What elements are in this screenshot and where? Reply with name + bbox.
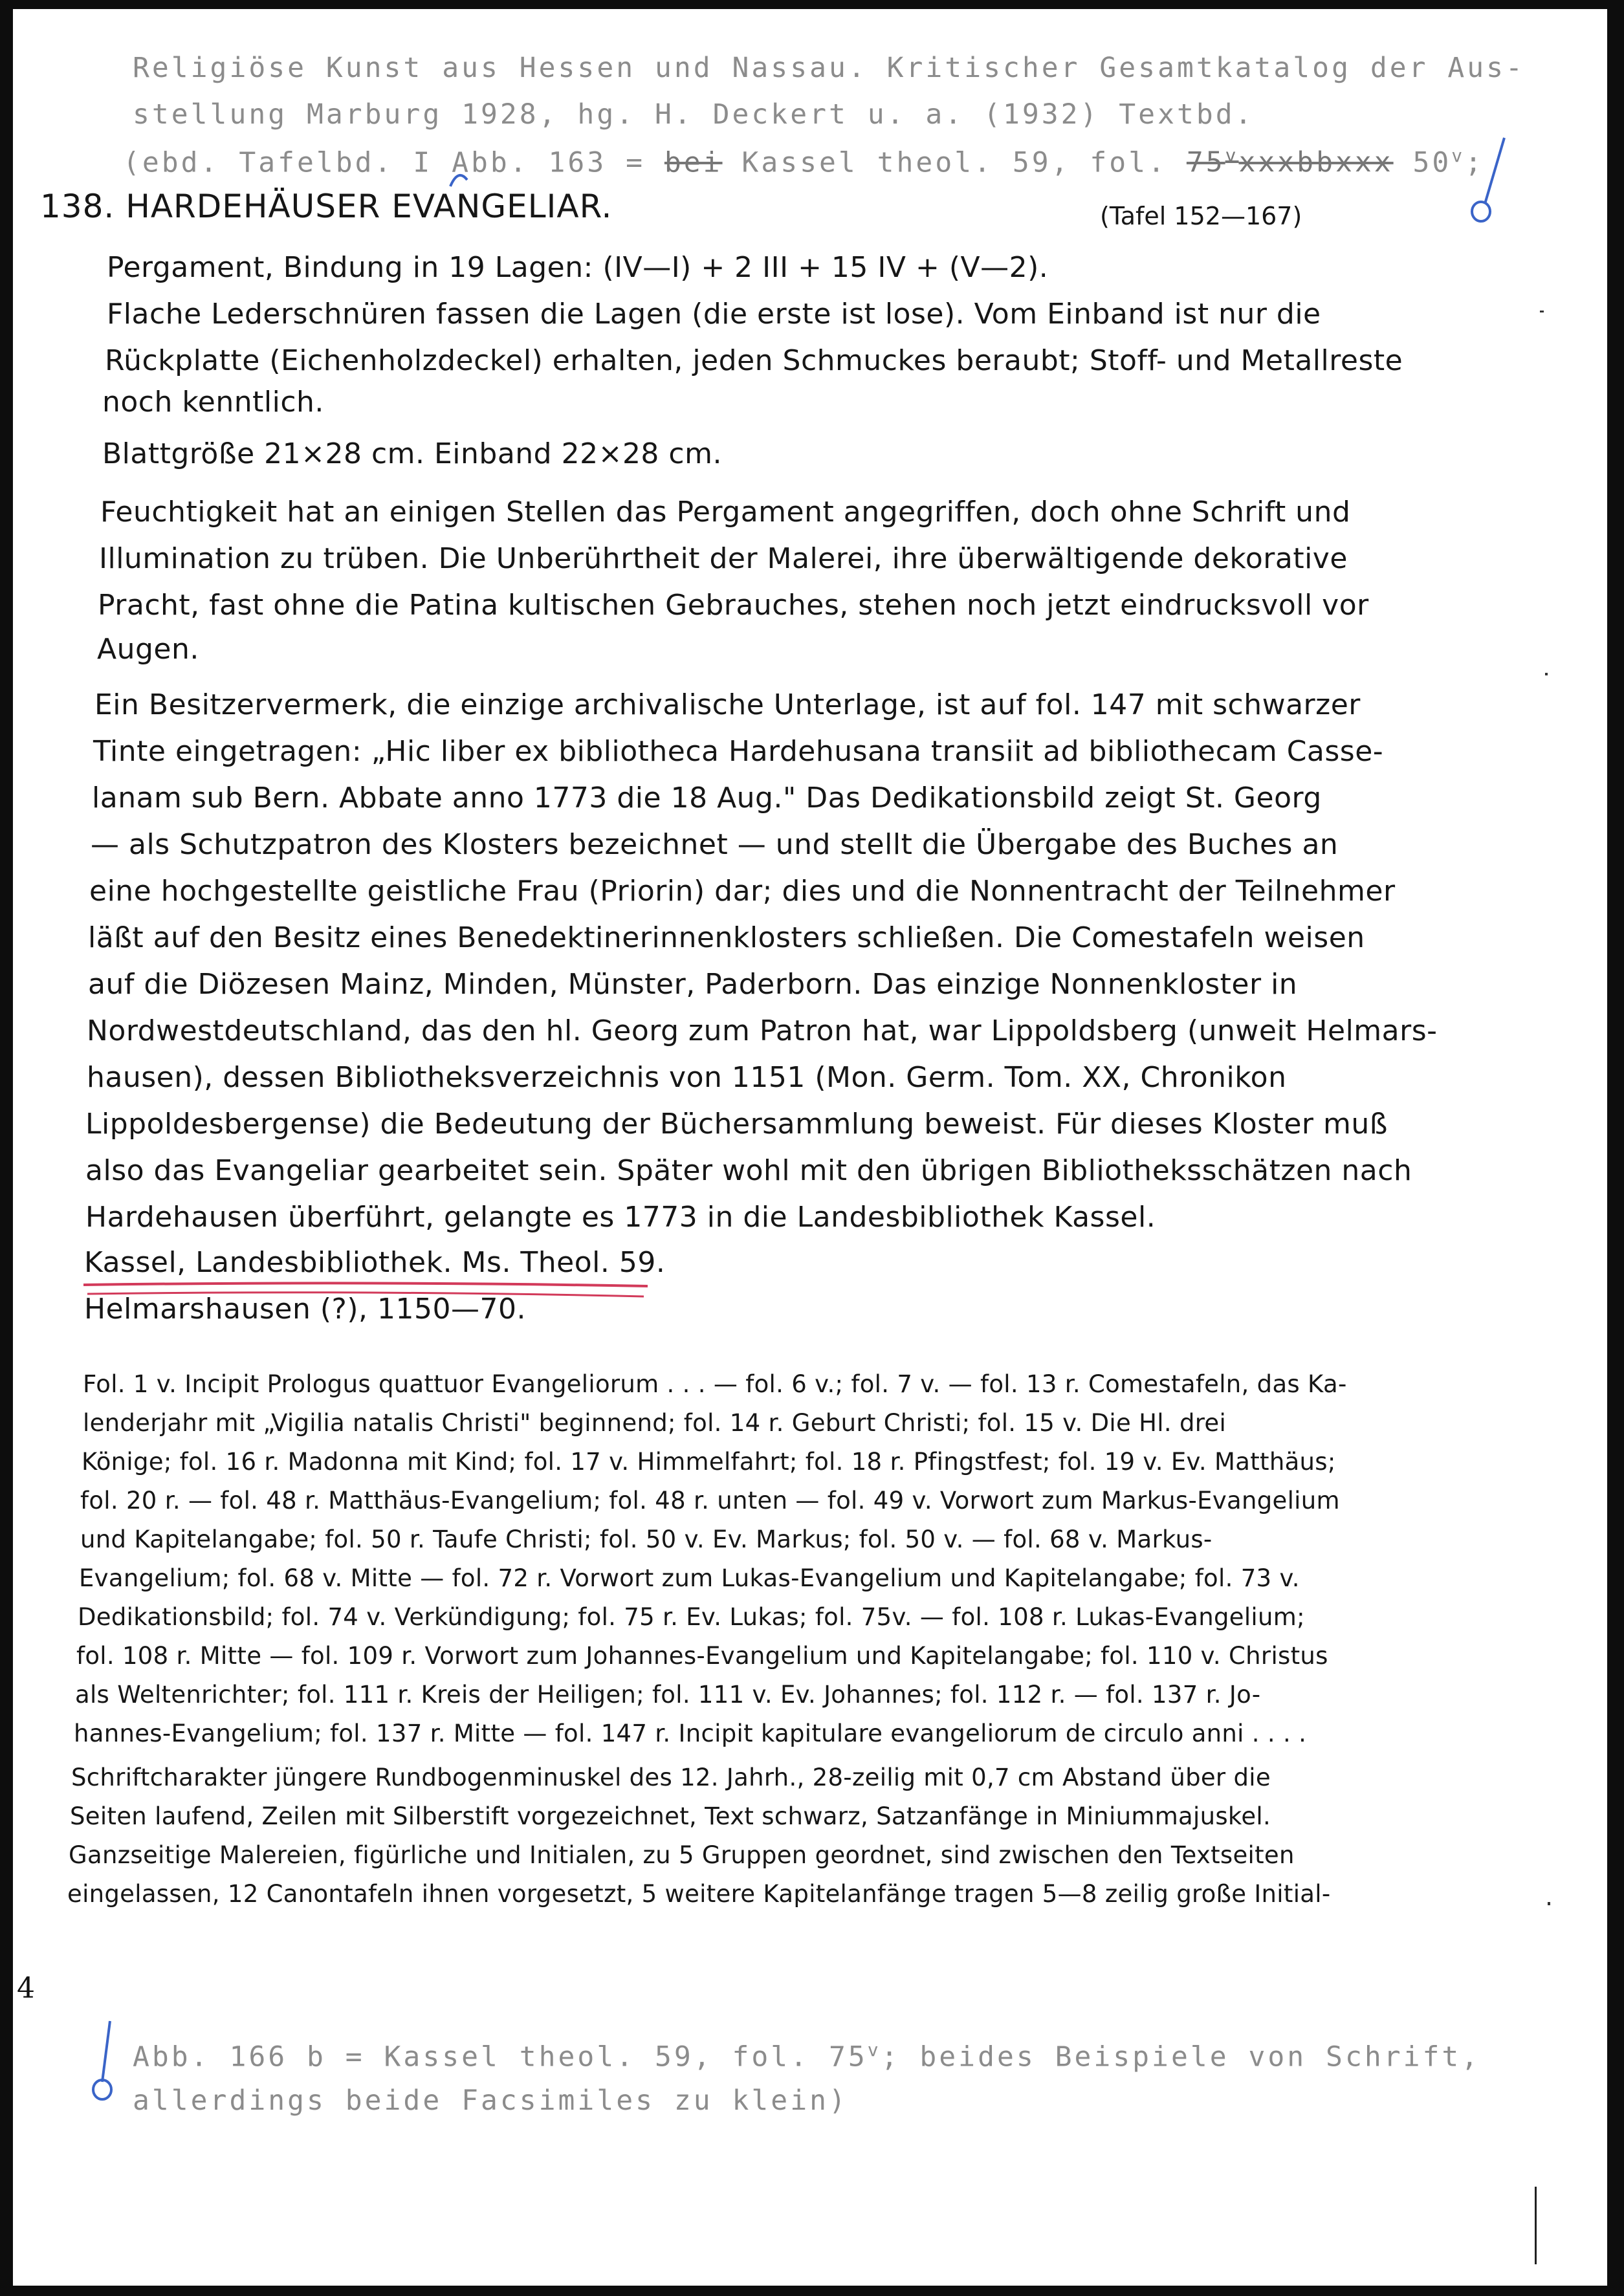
typed-note-line-3: (ebd. Tafelbd. I Abb. 163 = bei Kassel theol. 59, fol. 75$^v$xxxbbxxx 50$^v$;	[123, 145, 1485, 179]
folio-line: fol. 108 r. Mitte — fol. 109 r. Vorwort zum Johannes-Evangelium und Kapitelangabe; fol. 110 v. Christus	[76, 1642, 1328, 1670]
red-underline	[81, 1280, 650, 1306]
scan-speck	[1548, 1902, 1550, 1905]
provenance-date-line: Helmarshausen (?), 1150—70.	[84, 1293, 526, 1326]
folio-line: hannes-Evangelium; fol. 137 r. Mitte — fol. 147 r. Incipit kapitulare evangeliorum de circulo anni . . . .	[74, 1720, 1307, 1747]
catalog-entry-heading: 138. HARDEHÄUSER EVANGELIAR.	[40, 188, 613, 225]
script-description-line: Schriftcharakter jüngere Rundbogenminuskel des 12. Jahrh., 28-zeilig mit 0,7 cm Abstand über die	[71, 1764, 1271, 1791]
typed-note-bottom-line-2: allerdings beide Facsimiles zu klein)	[133, 2084, 848, 2117]
description-line: Pracht, fast ohne die Patina kultischen Gebrauches, stehen noch jetzt eindrucksvoll vor	[98, 589, 1369, 622]
script-description-line: Ganzseitige Malereien, figürliche und Initialen, zu 5 Gruppen geordnet, sind zwischen den Textseiten	[69, 1841, 1295, 1869]
description-line: Pergament, Bindung in 19 Lagen: (IV—I) + 2 III + 15 IV + (V—2).	[107, 251, 1049, 284]
description-line: Flache Lederschnüren fassen die Lagen (die erste ist lose). Vom Einband ist nur die	[107, 298, 1321, 331]
description-line: Hardehausen überführt, gelangte es 1773 in die Landesbibliothek Kassel.	[85, 1201, 1156, 1234]
description-line: — als Schutzpatron des Klosters bezeichnet — und stellt die Übergabe des Buches an	[91, 828, 1339, 861]
library-signature-line: Kassel, Landesbibliothek. Ms. Theol. 59.	[84, 1246, 666, 1279]
description-line: läßt auf den Besitz eines Benedektinerinnenklosters schließen. Die Comestafeln weisen	[88, 921, 1365, 954]
folio-line: Dedikationsbild; fol. 74 v. Verkündigung; fol. 75 r. Ev. Lukas; fol. 75v. — fol. 108 r. Lukas-Evangelium;	[78, 1603, 1305, 1631]
description-line: Illumination zu trüben. Die Unberührtheit der Malerei, ihre überwältigende dekorative	[99, 542, 1348, 575]
description-line: Augen.	[97, 633, 199, 666]
description-line: Feuchtigkeit hat an einigen Stellen das Pergament angegriffen, doch ohne Schrift und	[100, 496, 1351, 529]
folio-line: lenderjahr mit „Vigilia natalis Christi" beginnend; fol. 14 r. Geburt Christi; fol. 15 v. Die Hl. drei	[83, 1409, 1227, 1437]
description-line: Blattgröße 21×28 cm. Einband 22×28 cm.	[102, 437, 722, 470]
typed-note-bottom-line-1: Abb. 166 b = Kassel theol. 59, fol. 75$^v$; beides Beispiele von Schrift,	[133, 2039, 1481, 2073]
description-line: auf die Diözesen Mainz, Minden, Münster, Paderborn. Das einzige Nonnenkloster in	[88, 968, 1298, 1001]
scan-speck	[1540, 311, 1544, 312]
folio-line: Evangelium; fol. 68 v. Mitte — fol. 72 r. Vorwort zum Lukas-Evangelium und Kapitelangabe; fol. 73 v.	[79, 1564, 1300, 1592]
description-line: Nordwestdeutschland, das den hl. Georg zum Patron hat, war Lippoldsberg (unweit Helmars-	[87, 1014, 1438, 1047]
folio-line: als Weltenrichter; fol. 111 r. Kreis der Heiligen; fol. 111 v. Ev. Johannes; fol. 112 r. — fol. 137 r. Jo-	[75, 1681, 1261, 1709]
struck-reference: 75$^v$xxxbbxxx	[1186, 145, 1394, 179]
description-line: Lippoldesbergense) die Bedeutung der Büchersammlung beweist. Für dieses Kloster muß	[85, 1108, 1388, 1141]
scan-edge-line	[1535, 2187, 1537, 2264]
folio-line: und Kapitelangabe; fol. 50 r. Taufe Christi; fol. 50 v. Ev. Markus; fol. 50 v. — fol. 68 v. Markus-	[80, 1525, 1213, 1553]
description-line: lanam sub Bern. Abbate anno 1773 die 18 Aug." Das Dedikationsbild zeigt St. Georg	[92, 782, 1322, 815]
struck-word: bei	[664, 146, 723, 179]
script-description-line: Seiten laufend, Zeilen mit Silberstift vorgezeichnet, Text schwarz, Satzanfänge in Miniummajuskel.	[70, 1802, 1271, 1830]
description-line: noch kenntlich.	[102, 386, 324, 419]
typed-note-line-1: Religiöse Kunst aus Hessen und Nassau. Kritischer Gesamtkatalog der Aus-	[133, 52, 1525, 84]
description-line: Rückplatte (Eichenholzdeckel) erhalten, jeden Schmuckes beraubt; Stoff- und Metallreste	[105, 344, 1403, 377]
folio-line: Fol. 1 v. Incipit Prologus quattuor Evangeliorum . . . — fol. 6 v.; fol. 7 v. — fol. 13 r. Comestafeln, das Ka-	[83, 1370, 1347, 1398]
description-line: hausen), dessen Bibliotheksverzeichnis von 1151 (Mon. Germ. Tom. XX, Chronikon	[87, 1061, 1287, 1094]
page-number: 4	[17, 1972, 35, 2005]
typed-note-line-2: stellung Marburg 1928, hg. H. Deckert u. a. (1932) Textbd.	[133, 98, 1255, 131]
script-description-line: eingelassen, 12 Canontafeln ihnen vorgesetzt, 5 weitere Kapitelanfänge tragen 5—8 zeilig große Initial-	[67, 1880, 1331, 1908]
description-line: Ein Besitzervermerk, die einzige archivalische Unterlage, ist auf fol. 147 mit schwarzer	[94, 688, 1361, 721]
plate-reference: (Tafel 152—167)	[1100, 202, 1302, 230]
description-line: eine hochgestellte geistliche Frau (Priorin) dar; dies und die Nonnentracht der Teilnehmer	[89, 875, 1396, 908]
blue-pen-mark-top	[1459, 133, 1517, 230]
folio-line: Könige; fol. 16 r. Madonna mit Kind; fol. 17 v. Himmelfahrt; fol. 18 r. Pfingstfest; fol. 19 v. Ev. Matthäus;	[82, 1448, 1336, 1476]
scan-speck	[1545, 673, 1548, 675]
description-line: Tinte eingetragen: „Hic liber ex bibliotheca Hardehusana transiit ad bibliothecam Casse-	[93, 735, 1384, 768]
description-line: also das Evangeliar gearbeitet sein. Später wohl mit den übrigen Bibliotheksschätzen nach	[85, 1154, 1412, 1187]
blue-pen-mark-bottom	[84, 2017, 129, 2108]
folio-line: fol. 20 r. — fol. 48 r. Matthäus-Evangelium; fol. 48 r. unten — fol. 49 v. Vorwort zum Markus-Evangelium	[80, 1487, 1340, 1514]
